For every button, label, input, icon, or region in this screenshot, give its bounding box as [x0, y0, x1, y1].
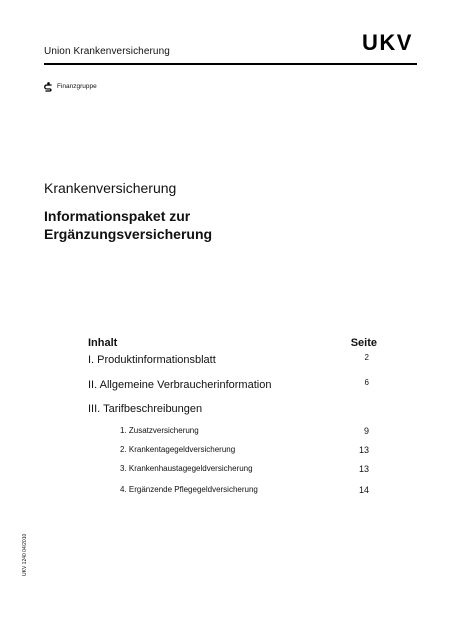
toc-heading: Inhalt — [88, 337, 118, 349]
toc-item-page: 2 — [364, 353, 369, 362]
toc-item-label: II. Allgemeine Verbraucherinformation — [88, 379, 272, 391]
ukv-logo: UKV — [362, 30, 413, 55]
form-code: UKV 1240 04/2010 — [22, 533, 28, 576]
document-title-line-1: Informationspaket zur — [44, 208, 191, 224]
finanzgruppe-label: Finanzgruppe — [57, 83, 97, 90]
toc-item-label: I. Produktinformationsblatt — [88, 354, 216, 366]
toc-subitem-page: 9 — [363, 426, 369, 436]
toc-subitem-label: 3. Krankenhaustagegeldversicherung — [120, 464, 253, 473]
document-type: Krankenversicherung — [44, 180, 177, 196]
document-title — [44, 207, 212, 243]
toc-item-page: 6 — [364, 378, 369, 387]
finanzgruppe-brand — [44, 80, 97, 91]
toc-subitem-page: 13 — [358, 445, 369, 455]
toc-subitem-page: 14 — [358, 485, 369, 495]
sparkasse-s-icon — [44, 80, 53, 91]
toc-item-label: III. Tarifbeschreibungen — [88, 403, 203, 415]
toc-subitem-page: 13 — [358, 464, 369, 474]
company-name: Union Krankenversicherung — [44, 46, 170, 57]
toc-subitem-label: 2. Krankentagegeldversicherung — [120, 445, 236, 454]
toc-subitem-label: 4. Ergänzende Pflegegeldversicherung — [120, 485, 258, 494]
toc-page-heading: Seite — [350, 337, 377, 349]
document-title-line-2: Ergänzungsversicherung — [44, 226, 213, 242]
toc-subitem-label: 1. Zusatzversicherung — [120, 426, 199, 435]
header-divider — [44, 63, 417, 65]
